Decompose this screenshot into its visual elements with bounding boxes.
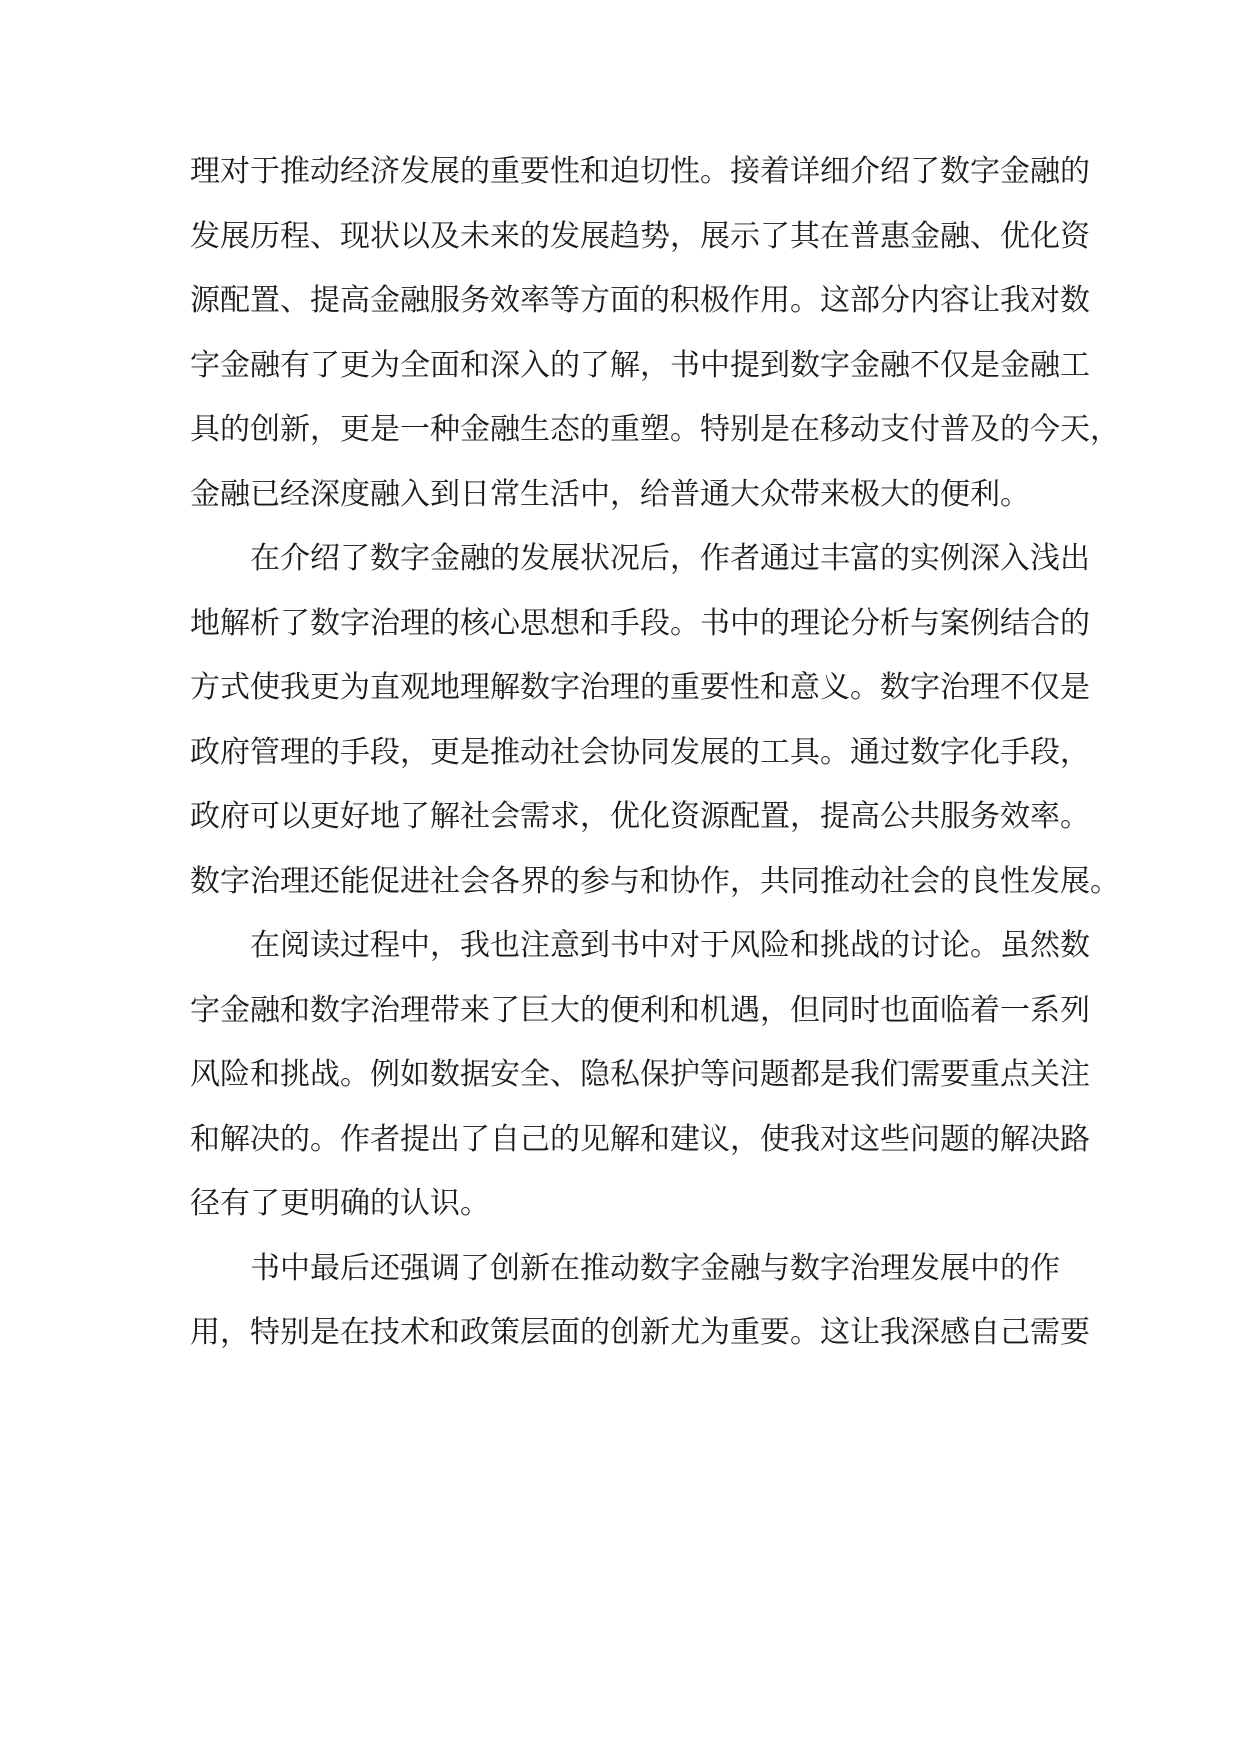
text-line: 方式使我更为直观地理解数字治理的重要性和意义。数字治理不仅是 — [190, 670, 1090, 705]
text-line: 政府管理的手段，更是推动社会协同发展的工具。通过数字化手段， — [190, 734, 1090, 770]
paragraph-3 — [190, 914, 1090, 1237]
text-line: 政府可以更好地了解社会需求，优化资源配置，提高公共服务效率。 — [190, 799, 1090, 834]
text-line: 字金融和数字治理带来了巨大的便利和机遇，但同时也面临着一系列 — [190, 992, 1090, 1028]
text-line: 在介绍了数字金融的发展状况后，作者通过丰富的实例深入浅出 — [250, 541, 1090, 576]
text-line: 金融已经深度融入到日常生活中，给普通大众带来极大的便利。 — [190, 476, 1030, 512]
document-body — [190, 140, 1120, 1366]
text-line: 风险和挑战。例如数据安全、隐私保护等问题都是我们需要重点关注 — [190, 1057, 1090, 1092]
text-line: 和解决的。作者提出了自己的见解和建议，使我对这些问题的解决路 — [190, 1121, 1090, 1157]
text-line: 源配置、提高金融服务效率等方面的积极作用。这部分内容让我对数 — [190, 283, 1090, 318]
text-line: 在阅读过程中，我也注意到书中对于风险和挑战的讨论。虽然数 — [250, 928, 1090, 963]
text-line: 数字治理还能促进社会各界的参与和协作，共同推动社会的良性发展。 — [190, 863, 1120, 899]
text-line: 具的创新，更是一种金融生态的重塑。特别是在移动支付普及的今天， — [190, 412, 1120, 447]
paragraph-4 — [190, 1237, 1090, 1366]
text-line: 理对于推动经济发展的重要性和迫切性。接着详细介绍了数字金融的 — [190, 154, 1090, 189]
text-line: 径有了更明确的认识。 — [190, 1186, 490, 1221]
paragraph-1 — [190, 140, 1120, 527]
text-line: 发展历程、现状以及未来的发展趋势，展示了其在普惠金融、优化资 — [190, 218, 1090, 254]
text-line: 用，特别是在技术和政策层面的创新尤为重要。这让我深感自己需要 — [190, 1315, 1090, 1350]
text-line: 字金融有了更为全面和深入的了解，书中提到数字金融不仅是金融工 — [190, 347, 1090, 383]
text-line: 地解析了数字治理的核心思想和手段。书中的理论分析与案例结合的 — [190, 605, 1090, 641]
text-line: 书中最后还强调了创新在推动数字金融与数字治理发展中的作 — [250, 1250, 1060, 1286]
paragraph-2 — [190, 527, 1120, 914]
